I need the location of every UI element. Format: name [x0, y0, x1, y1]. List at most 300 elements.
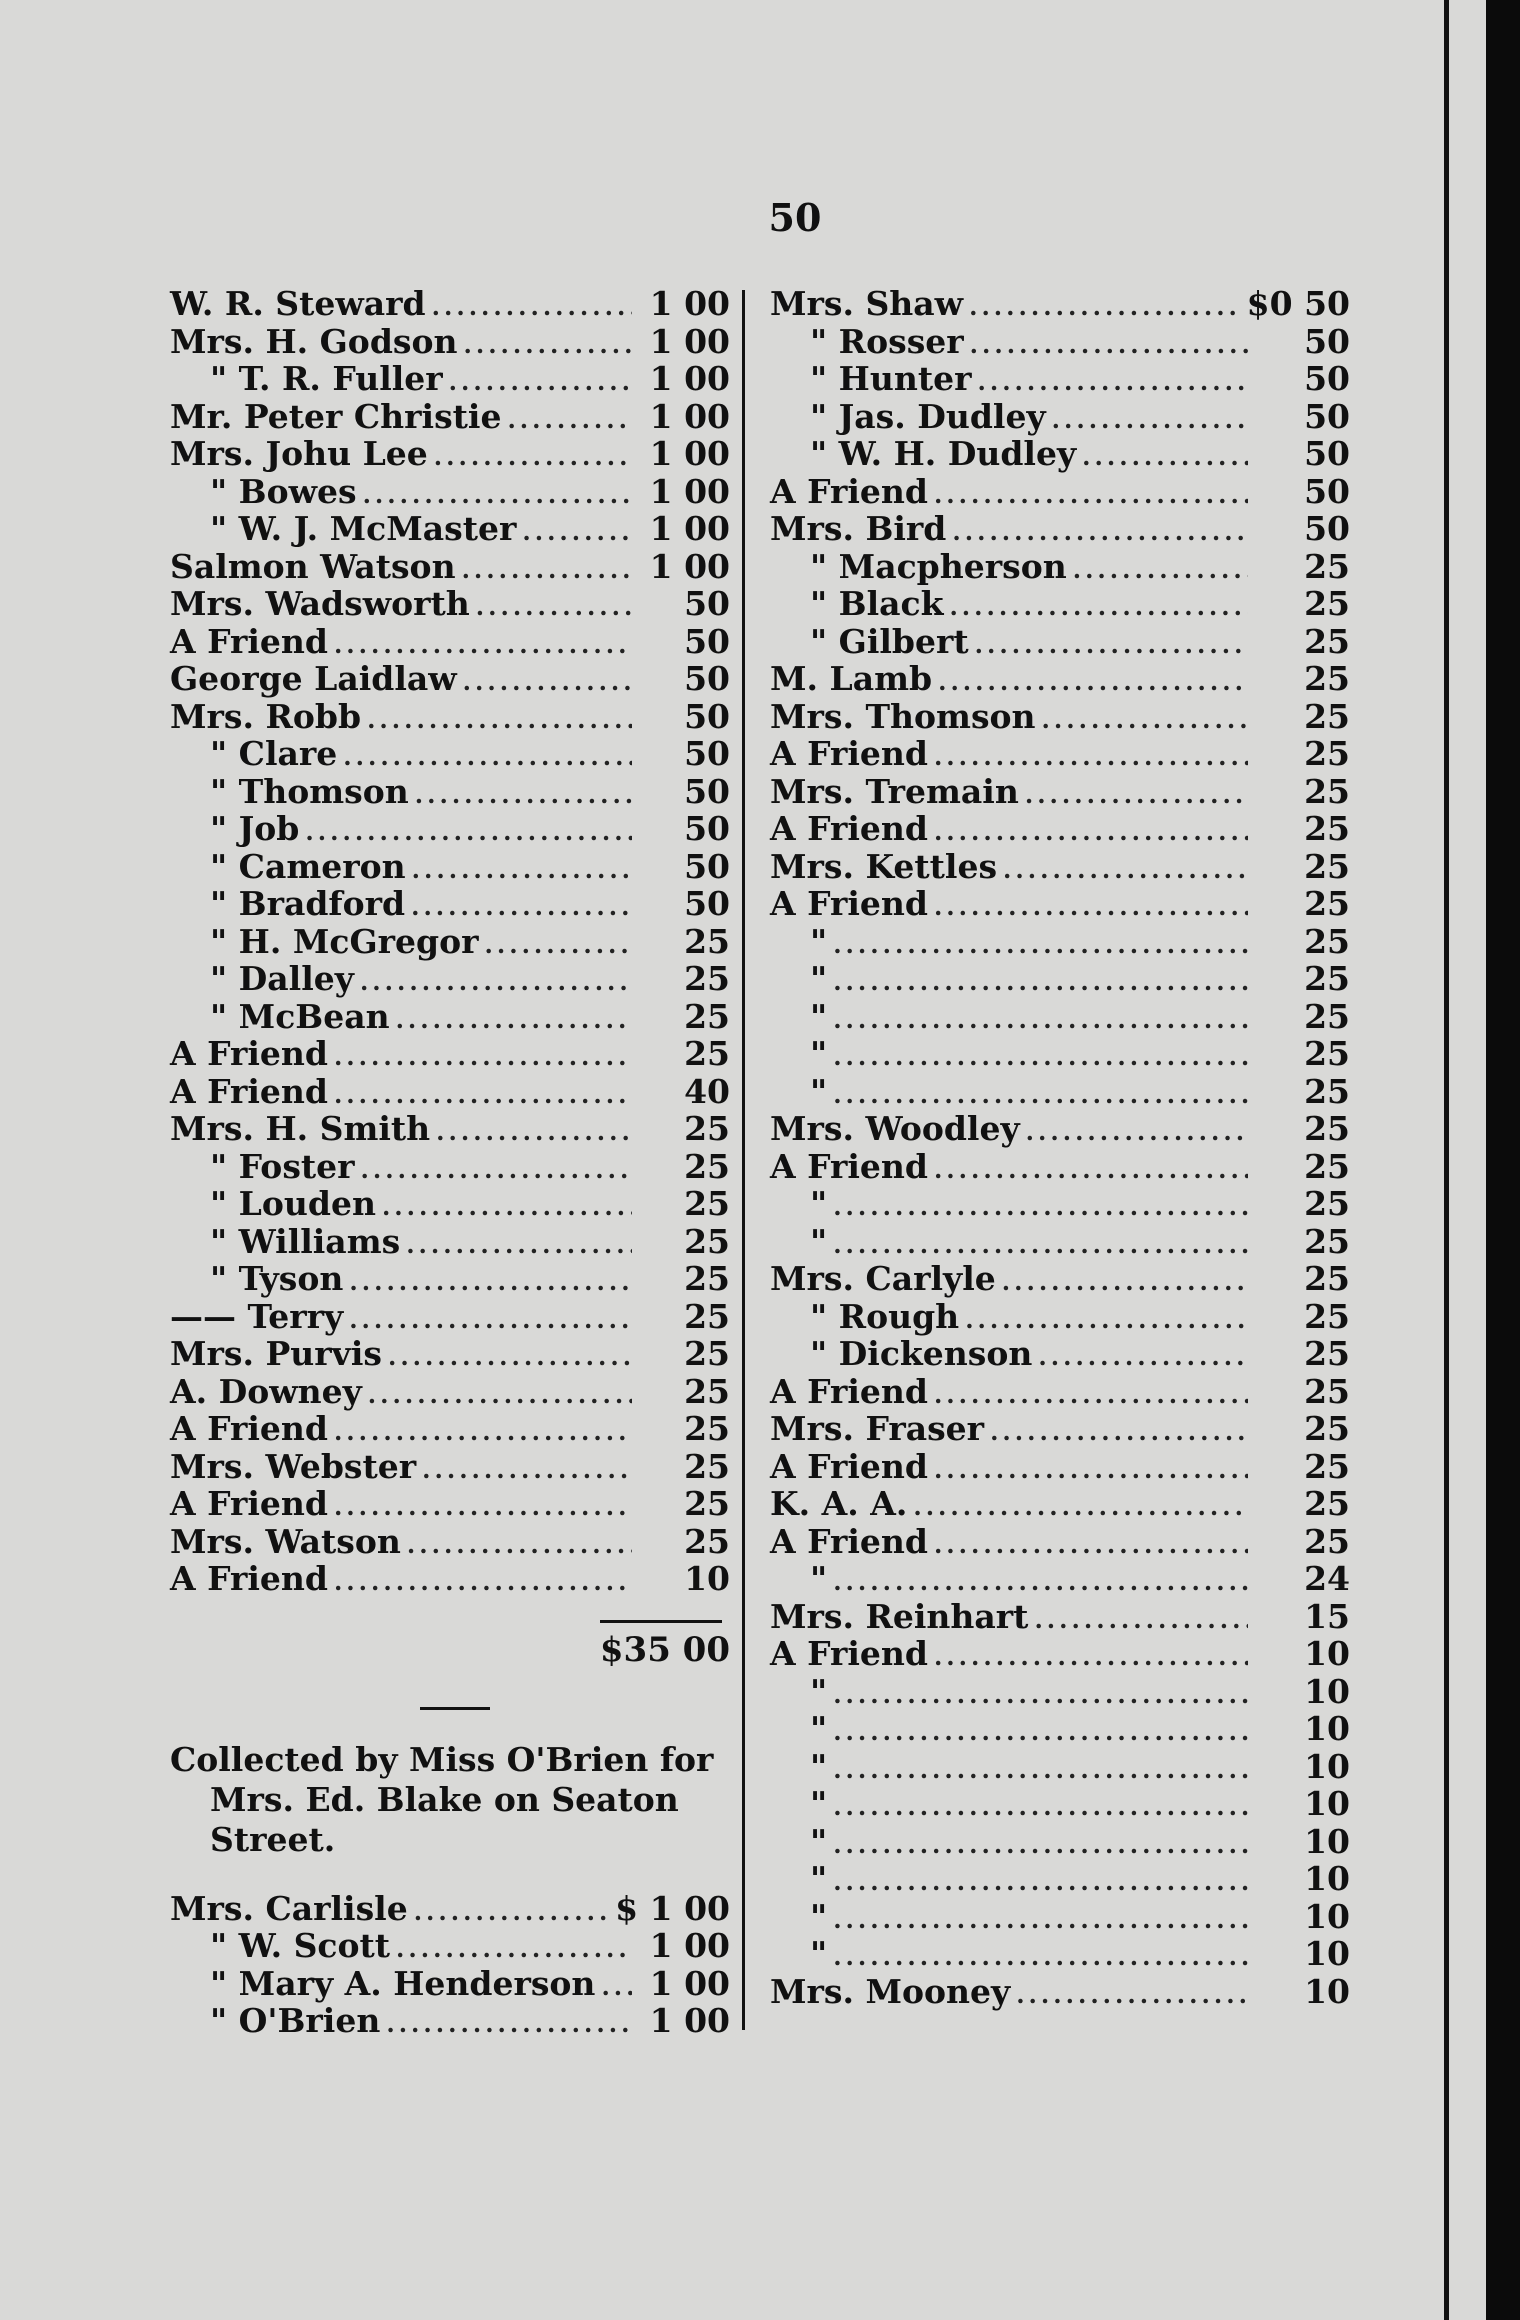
donation-amount: 10: [1304, 1709, 1350, 1748]
list-item: [770, 885, 1350, 923]
donor-name: A Friend: [770, 734, 928, 773]
dot-leader: [522, 513, 632, 551]
donation-amount: 10: [1304, 1784, 1350, 1823]
dot-leader: [949, 588, 1248, 626]
dot-leader: [833, 1188, 1248, 1226]
donation-amount: 25: [1304, 696, 1350, 736]
donor-name: " Jas. Dudley: [810, 396, 1046, 436]
donation-amount: 10: [1304, 1634, 1350, 1673]
dot-leader: [833, 1076, 1248, 1114]
dot-leader: [833, 1713, 1248, 1751]
list-item: [770, 660, 1350, 698]
left-column: [170, 285, 730, 2040]
dot-leader: [833, 1863, 1248, 1901]
donation-amount: $ 1 00: [615, 1888, 730, 1928]
donation-amount: 25: [684, 1334, 730, 1373]
dot-leader: [334, 1563, 632, 1601]
list-item: [170, 1560, 730, 1598]
list-item: [770, 473, 1350, 511]
donation-amount: 10: [1304, 1859, 1350, 1898]
dot-leader: [406, 1226, 632, 1264]
donation-amount: 50: [684, 809, 730, 848]
donation-amount: 25: [1304, 584, 1350, 623]
donor-name: ": [810, 1896, 828, 1936]
dot-leader: [833, 1001, 1248, 1039]
donation-amount: 1 00: [649, 434, 730, 473]
donor-name: Mrs. Johu Lee: [170, 434, 428, 473]
donation-amount: 10: [1304, 1896, 1350, 1936]
donor-name: A Friend: [170, 621, 328, 661]
dot-leader: [422, 1451, 632, 1489]
donor-name: ": [810, 1559, 828, 1598]
dot-leader: [965, 1301, 1248, 1339]
donor-name: Mrs. Wadsworth: [170, 584, 470, 623]
donor-name: " Job: [210, 809, 300, 848]
donation-amount: 50: [1304, 396, 1350, 436]
donation-amount: 25: [1304, 884, 1350, 923]
list-item: [770, 1185, 1350, 1223]
dot-leader: [436, 1113, 632, 1151]
list-item: [770, 1710, 1350, 1748]
list-item: [170, 1073, 730, 1111]
donor-name: A Friend: [170, 1484, 328, 1523]
donation-amount: 1 00: [649, 321, 730, 361]
donation-amount: 50: [684, 584, 730, 623]
donor-name: " Clare: [210, 734, 338, 773]
donation-amount: 50: [684, 734, 730, 773]
dot-leader: [462, 551, 632, 589]
donor-name: Mrs. Tremain: [770, 771, 1019, 811]
donation-amount: 25: [684, 921, 730, 961]
dot-leader: [1016, 1976, 1248, 2014]
donor-name: Mrs. Carlisle: [170, 1888, 408, 1928]
donation-amount: 25: [1304, 1184, 1350, 1223]
dot-leader: [463, 326, 632, 364]
dot-leader: [934, 1376, 1248, 1414]
dot-leader: [1034, 1601, 1248, 1639]
list-item: [770, 1110, 1350, 1148]
donor-name: " Dalley: [210, 959, 354, 998]
donation-amount: 25: [684, 1221, 730, 1261]
column-divider: [742, 290, 745, 2030]
donation-amount: 25: [1304, 1034, 1350, 1073]
dot-leader: [934, 1451, 1248, 1489]
dot-leader: [975, 626, 1248, 664]
donation-amount: 50: [684, 659, 730, 698]
list-item: [770, 1485, 1350, 1523]
donation-amount: 25: [684, 1109, 730, 1148]
donor-name: Mrs. Thomson: [770, 696, 1036, 736]
dot-leader: [334, 1038, 632, 1076]
list-item: [770, 398, 1350, 436]
list-item: [170, 1223, 730, 1261]
list-item: [770, 1335, 1350, 1373]
list-item: [770, 1298, 1350, 1336]
donor-name: Mrs. H. Godson: [170, 321, 458, 361]
donation-amount: 1 00: [649, 1926, 730, 1965]
donor-name: Mrs. Kettles: [770, 846, 998, 886]
donation-amount: 1 00: [649, 1963, 730, 2003]
donation-amount: 10: [1304, 1671, 1350, 1711]
dot-leader: [970, 326, 1248, 364]
donation-amount: 25: [1304, 809, 1350, 848]
donor-name: Mrs. Robb: [170, 696, 362, 736]
dot-leader: [412, 851, 632, 889]
list-item: [770, 1598, 1350, 1636]
list-item: [770, 548, 1350, 586]
list-item: [770, 285, 1350, 323]
donation-amount: 50: [1304, 434, 1350, 473]
list-item: [170, 623, 730, 661]
dot-leader: [833, 1038, 1248, 1076]
list-item: [770, 960, 1350, 998]
donation-amount: 25: [1304, 921, 1350, 961]
dot-leader: [833, 926, 1248, 964]
collected-note-line2: Mrs. Ed. Blake on Seaton: [210, 1779, 679, 1819]
donation-amount: 10: [684, 1559, 730, 1598]
dot-leader: [1026, 1113, 1248, 1151]
donor-name: A Friend: [770, 809, 928, 848]
dot-leader: [1082, 438, 1248, 476]
donation-amount: 1 00: [649, 284, 730, 323]
donor-name: A Friend: [170, 1034, 328, 1073]
donor-name: ": [810, 1709, 828, 1748]
donation-amount: 10: [1304, 1746, 1350, 1786]
donation-amount: 1 00: [649, 509, 730, 548]
donation-amount: 50: [684, 696, 730, 736]
donor-name: " Thomson: [210, 771, 409, 811]
donation-amount: 50: [684, 621, 730, 661]
list-item: [170, 1965, 730, 2003]
donor-name: " Foster: [210, 1146, 355, 1186]
donor-name: " Rough: [810, 1296, 960, 1336]
donor-name: " Macpherson: [810, 546, 1067, 586]
dot-leader: [1038, 1338, 1248, 1376]
left-total: $35 00: [599, 1629, 730, 1670]
dot-leader: [386, 2005, 632, 2043]
section-divider: [420, 1707, 490, 1710]
donation-amount: 50: [1304, 321, 1350, 361]
dot-leader: [934, 738, 1248, 776]
dot-leader: [977, 363, 1248, 401]
donation-amount: 25: [1304, 1521, 1350, 1561]
right-list: [770, 285, 1350, 2010]
donation-amount: 25: [1304, 1334, 1350, 1373]
donation-amount: 25: [1304, 546, 1350, 586]
list-item: [770, 1073, 1350, 1111]
list-item: [170, 510, 730, 548]
donor-name: ": [810, 959, 828, 998]
list-item: [770, 1898, 1350, 1936]
donor-name: ": [810, 1221, 828, 1261]
list-item: [170, 773, 730, 811]
list-item: [770, 848, 1350, 886]
list-item: [170, 1927, 730, 1965]
list-item: [770, 1673, 1350, 1711]
donation-amount: 25: [1304, 1109, 1350, 1148]
list-item: [170, 585, 730, 623]
list-item: [770, 1635, 1350, 1673]
donation-amount: 25: [684, 1446, 730, 1486]
donor-name: ": [810, 921, 828, 961]
dot-leader: [1003, 851, 1248, 889]
list-item: [770, 435, 1350, 473]
donor-name: M. Lamb: [770, 659, 933, 698]
donation-amount: 25: [684, 1146, 730, 1186]
list-item: [770, 1973, 1350, 2011]
donation-amount: 25: [1304, 1071, 1350, 1111]
list-item: [170, 1410, 730, 1448]
donation-amount: 25: [1304, 1446, 1350, 1486]
donation-amount: 25: [1304, 621, 1350, 661]
donor-name: Mrs. Bird: [770, 509, 947, 548]
dot-leader: [833, 1751, 1248, 1789]
list-item: [770, 1560, 1350, 1598]
dot-leader: [934, 1638, 1248, 1676]
donation-amount: 25: [684, 1259, 730, 1298]
list-item: [170, 1335, 730, 1373]
donation-amount: 40: [684, 1071, 730, 1111]
donor-name: A Friend: [770, 471, 928, 511]
donation-amount: 25: [684, 1296, 730, 1336]
list-item: [770, 810, 1350, 848]
dot-leader: [368, 1376, 632, 1414]
dot-leader: [1073, 551, 1248, 589]
list-item: [770, 1935, 1350, 1973]
donation-amount: 25: [1304, 996, 1350, 1036]
dot-leader: [1052, 401, 1248, 439]
donation-amount: 50: [1304, 471, 1350, 511]
donor-name: " W. H. Dudley: [810, 434, 1077, 473]
donation-amount: 10: [1304, 1821, 1350, 1861]
donor-name: " W. J. McMaster: [210, 509, 517, 548]
list-item: [170, 1148, 730, 1186]
list-item: [770, 1823, 1350, 1861]
donor-name: George Laidlaw: [170, 659, 457, 698]
dot-leader: [463, 663, 632, 701]
donor-name: Mrs. H. Smith: [170, 1109, 431, 1148]
donor-name: A Friend: [170, 1409, 328, 1448]
donor-name: " Gilbert: [810, 621, 969, 661]
list-item: [170, 998, 730, 1036]
dot-leader: [415, 776, 632, 814]
dot-leader: [507, 401, 632, 439]
dot-leader: [934, 476, 1248, 514]
list-item: [770, 1410, 1350, 1448]
list-item: [170, 1523, 730, 1561]
donation-amount: 10: [1304, 1934, 1350, 1973]
dot-leader: [938, 663, 1248, 701]
donor-name: " Dickenson: [810, 1334, 1033, 1373]
page-edge: [1444, 0, 1449, 2320]
donor-name: Mrs. Reinhart: [770, 1596, 1029, 1636]
donation-amount: 25: [684, 1371, 730, 1411]
donor-name: A Friend: [770, 884, 928, 923]
dot-leader: [360, 963, 632, 1001]
donor-name: " McBean: [210, 996, 390, 1036]
collected-note-line3: Street.: [210, 1819, 336, 1859]
dot-leader: [334, 1488, 632, 1526]
donation-amount: 1 00: [649, 396, 730, 436]
donor-name: ": [810, 996, 828, 1036]
donor-name: K. A. A.: [770, 1484, 908, 1523]
list-item: [170, 1890, 730, 1928]
dot-leader: [388, 1338, 632, 1376]
donor-name: " Black: [810, 584, 944, 623]
dot-leader: [343, 738, 632, 776]
donation-amount: 25: [684, 996, 730, 1036]
donation-amount: 15: [1304, 1596, 1350, 1636]
donor-name: A Friend: [770, 1371, 928, 1411]
donor-name: " Louden: [210, 1184, 376, 1223]
donor-name: " Bradford: [210, 884, 406, 923]
dot-leader: [476, 588, 632, 626]
list-item: [770, 1373, 1350, 1411]
donor-name: ": [810, 1784, 828, 1823]
list-item: [770, 1148, 1350, 1186]
list-item: [770, 773, 1350, 811]
list-item: [170, 848, 730, 886]
donor-name: A. Downey: [170, 1371, 362, 1411]
list-item: [770, 323, 1350, 361]
dot-leader: [367, 701, 632, 739]
list-item: [170, 1260, 730, 1298]
donor-name: —— Terry: [170, 1296, 344, 1336]
list-item: [770, 923, 1350, 961]
donor-name: " Bowes: [210, 471, 357, 511]
donor-name: Mrs. Woodley: [770, 1109, 1020, 1148]
dot-leader: [1002, 1263, 1248, 1301]
donation-amount: 25: [1304, 734, 1350, 773]
dot-leader: [833, 1938, 1248, 1976]
list-item: [170, 810, 730, 848]
dot-leader: [833, 1901, 1248, 1939]
donation-amount: 25: [1304, 1296, 1350, 1336]
list-item: [770, 1860, 1350, 1898]
list-item: [770, 698, 1350, 736]
donor-name: " Rosser: [810, 321, 964, 361]
donor-name: A Friend: [170, 1071, 328, 1111]
donation-amount: 25: [1304, 659, 1350, 698]
list-item: [170, 960, 730, 998]
collected-note-line1: Collected by Miss O'Brien for: [170, 1739, 714, 1779]
donor-name: A Friend: [770, 1446, 928, 1486]
dot-leader: [934, 888, 1248, 926]
dot-leader: [1042, 701, 1248, 739]
dot-leader: [349, 1263, 632, 1301]
dot-leader: [969, 288, 1241, 326]
donation-amount: 24: [1304, 1559, 1350, 1598]
dot-leader: [833, 1676, 1248, 1714]
list-item: [170, 323, 730, 361]
list-item: [770, 360, 1350, 398]
donation-amount: 25: [1304, 1221, 1350, 1261]
list-item: [170, 285, 730, 323]
donation-amount: 25: [684, 1521, 730, 1561]
dot-leader: [407, 1526, 632, 1564]
dot-leader: [833, 1788, 1248, 1826]
list-item: [770, 1523, 1350, 1561]
carlisle-list: [170, 1890, 730, 2040]
dot-leader: [934, 1526, 1248, 1564]
donation-amount: 10: [1304, 1971, 1350, 2011]
right-column: [770, 285, 1350, 2010]
list-item: [770, 1448, 1350, 1486]
donation-amount: 25: [1304, 959, 1350, 998]
donation-amount: 25: [1304, 1146, 1350, 1186]
donation-amount: 1 00: [649, 546, 730, 586]
donation-amount: 50: [1304, 359, 1350, 398]
list-item: [770, 623, 1350, 661]
dot-leader: [434, 438, 632, 476]
donor-name: ": [810, 1034, 828, 1073]
list-item: [170, 360, 730, 398]
list-item: [770, 1223, 1350, 1261]
donation-amount: 25: [1304, 1371, 1350, 1411]
donor-name: " T. R. Fuller: [210, 359, 443, 398]
donor-name: " Tyson: [210, 1259, 344, 1298]
donor-name: " H. McGregor: [210, 921, 479, 961]
list-item: [770, 1785, 1350, 1823]
dot-leader: [601, 1968, 632, 2006]
dot-leader: [361, 1151, 632, 1189]
donor-name: Salmon Watson: [170, 546, 456, 586]
donor-name: A Friend: [170, 1559, 328, 1598]
donation-amount: 25: [1304, 1484, 1350, 1523]
list-item: [170, 1110, 730, 1148]
list-item: [770, 510, 1350, 548]
dot-leader: [833, 1226, 1248, 1264]
dot-leader: [449, 363, 632, 401]
donation-amount: 25: [684, 959, 730, 998]
donation-amount: 50: [1304, 509, 1350, 548]
donor-name: A Friend: [770, 1146, 928, 1186]
dot-leader: [411, 888, 632, 926]
donor-name: " O'Brien: [210, 2001, 381, 2040]
donor-name: Mrs. Mooney: [770, 1971, 1011, 2011]
donor-name: " Williams: [210, 1221, 401, 1261]
list-item: [770, 1260, 1350, 1298]
donation-amount: 25: [684, 1484, 730, 1523]
list-item: [170, 548, 730, 586]
list-item: [170, 1448, 730, 1486]
dot-leader: [363, 476, 632, 514]
list-item: [770, 998, 1350, 1036]
donation-amount: 25: [1304, 1259, 1350, 1298]
donation-amount: $0 50: [1246, 284, 1350, 323]
donor-name: A Friend: [770, 1521, 928, 1561]
donation-amount: 50: [684, 884, 730, 923]
list-item: [170, 923, 730, 961]
dot-leader: [396, 1001, 632, 1039]
list-item: [170, 1485, 730, 1523]
collected-note: [170, 1740, 730, 1860]
list-item: [770, 1035, 1350, 1073]
donor-name: ": [810, 1859, 828, 1898]
donor-name: " Hunter: [810, 359, 972, 398]
list-item: [170, 1185, 730, 1223]
dot-leader: [913, 1488, 1248, 1526]
donor-name: Mrs. Webster: [170, 1446, 417, 1486]
dot-leader: [934, 813, 1248, 851]
donation-amount: 25: [684, 1034, 730, 1073]
donor-name: Mrs. Shaw: [770, 284, 964, 323]
donor-name: A Friend: [770, 1634, 928, 1673]
dot-leader: [305, 813, 632, 851]
donor-name: Mrs. Carlyle: [770, 1259, 996, 1298]
dot-leader: [833, 963, 1248, 1001]
dot-leader: [952, 513, 1248, 551]
